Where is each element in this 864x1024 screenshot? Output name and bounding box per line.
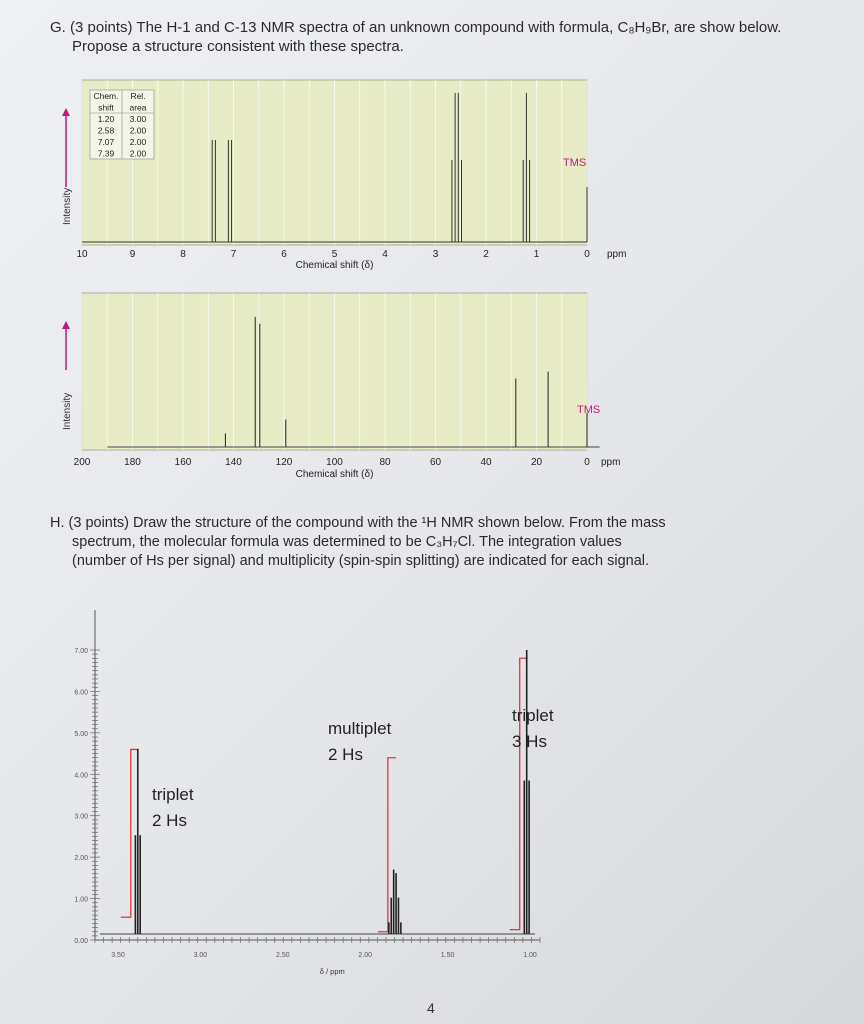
x-axis-title: Chemical shift (δ) bbox=[295, 469, 374, 480]
table-cell: 7.39 bbox=[97, 148, 115, 159]
h1-plot-group bbox=[62, 80, 626, 271]
tms-label-h1: TMS bbox=[563, 157, 587, 169]
intensity-arrowhead bbox=[62, 321, 70, 329]
c13-plot-group bbox=[62, 293, 620, 480]
h1-nmr-spectrum bbox=[0, 70, 864, 290]
x-tick-label: 6 bbox=[281, 249, 287, 260]
table-cell: 3.00 bbox=[129, 114, 147, 124]
problem-h-line2: spectrum, the molecular formula was determined to be C₃H₇Cl. The integration values bbox=[72, 534, 622, 550]
x-tick-label: 180 bbox=[124, 457, 141, 468]
x-tick-label: 100 bbox=[326, 457, 343, 468]
x-tick-label: 3 bbox=[432, 249, 439, 260]
triplet-2hs-label: triplet bbox=[152, 785, 194, 804]
y-tick-label: 3.00 bbox=[74, 813, 88, 821]
problem-g-line1: G. (3 points) The H-1 and C-13 NMR spectra of an unknown compound with formula, C₈H₉Br, are show below. bbox=[50, 19, 782, 36]
x-tick-label: 0 bbox=[584, 457, 590, 468]
x-tick-label: 160 bbox=[174, 457, 192, 468]
x-tick-label: 2.00 bbox=[358, 952, 373, 959]
x-tick-label: 7 bbox=[230, 249, 237, 260]
y-tick-label: 1.00 bbox=[74, 896, 88, 904]
y-tick-label: 7.00 bbox=[74, 648, 88, 655]
x-tick-label: 40 bbox=[480, 457, 492, 468]
x-tick-label: 4 bbox=[382, 249, 388, 260]
x-tick-label: 140 bbox=[225, 457, 242, 468]
x-unit-label: ppm bbox=[601, 457, 621, 468]
x-tick-label: 2.50 bbox=[275, 952, 290, 959]
table-cell: 2.00 bbox=[129, 137, 147, 147]
intensity-arrowhead bbox=[62, 108, 70, 116]
table-cell: 2.00 bbox=[129, 148, 147, 159]
c13-nmr-spectrum bbox=[0, 285, 864, 495]
x-axis-title: Chemical shift (δ) bbox=[295, 260, 374, 271]
table-header-cell: shift bbox=[98, 102, 114, 113]
x-tick-label: 9 bbox=[129, 249, 136, 260]
x-tick-label: 8 bbox=[180, 249, 186, 260]
x-tick-label: 120 bbox=[275, 457, 293, 468]
table-cell: 1.20 bbox=[97, 114, 115, 124]
c3h7cl-nmr-spectrum bbox=[0, 600, 864, 990]
x-tick-label: 2 bbox=[483, 249, 489, 260]
x-unit-label: ppm bbox=[607, 249, 627, 260]
y-tick-label: 5.00 bbox=[74, 730, 88, 738]
problem-g-line2: Propose a structure consistent with these spectra. bbox=[72, 38, 404, 55]
x-tick-label: 1.00 bbox=[523, 952, 537, 959]
y-tick-label: 0.00 bbox=[74, 938, 88, 945]
triplet-3hs-label: triplet bbox=[512, 706, 554, 725]
y-tick-label: 6.00 bbox=[74, 689, 88, 697]
problem-h-text bbox=[50, 514, 750, 571]
x-tick-label: 60 bbox=[429, 457, 442, 468]
x-tick-label: 10 bbox=[76, 249, 88, 260]
x-tick-label: 3.50 bbox=[111, 952, 125, 959]
table-header-cell: Rel. bbox=[130, 91, 146, 101]
x-tick-label: 1 bbox=[533, 249, 540, 260]
c3h7cl-plot-group bbox=[74, 610, 553, 976]
x-tick-label: 3.00 bbox=[193, 952, 208, 959]
tms-label-c13: TMS bbox=[577, 404, 601, 416]
x-tick-label: 1.50 bbox=[440, 952, 455, 959]
table-cell: 7.07 bbox=[97, 137, 115, 147]
problem-h-line3: (number of Hs per signal) and multiplicity (spin-spin splitting) are indicated for each signal. bbox=[72, 553, 650, 569]
multiplet-label: multiplet bbox=[328, 719, 392, 738]
page-number: 4 bbox=[427, 1000, 435, 1016]
x-tick-label: 5 bbox=[331, 249, 338, 260]
x-tick-label: 200 bbox=[73, 457, 91, 468]
x-tick-label: 0 bbox=[584, 249, 590, 260]
y-tick-label: 2.00 bbox=[74, 855, 88, 863]
table-cell: 2.58 bbox=[97, 125, 115, 136]
multiplet-count: 2 Hs bbox=[328, 745, 363, 764]
triplet-2hs-count: 2 Hs bbox=[152, 811, 187, 830]
x-axis-title: δ / ppm bbox=[319, 967, 345, 976]
y-tick-label: 4.00 bbox=[74, 772, 88, 780]
problem-g-text bbox=[50, 18, 830, 56]
table-cell: 2.00 bbox=[129, 125, 147, 136]
y-axis-title: Intensity bbox=[62, 187, 73, 225]
table-header-cell: area bbox=[129, 102, 147, 113]
table-header-cell: Chem. bbox=[93, 91, 119, 101]
x-tick-label: 80 bbox=[379, 457, 391, 468]
x-tick-label: 20 bbox=[530, 457, 543, 468]
problem-h-line1: H. (3 points) Draw the structure of the compound with the ¹H NMR shown below. From the mass bbox=[50, 515, 666, 531]
y-axis-title: Intensity bbox=[62, 392, 73, 430]
triplet-3hs-count: 3 Hs bbox=[512, 732, 547, 751]
